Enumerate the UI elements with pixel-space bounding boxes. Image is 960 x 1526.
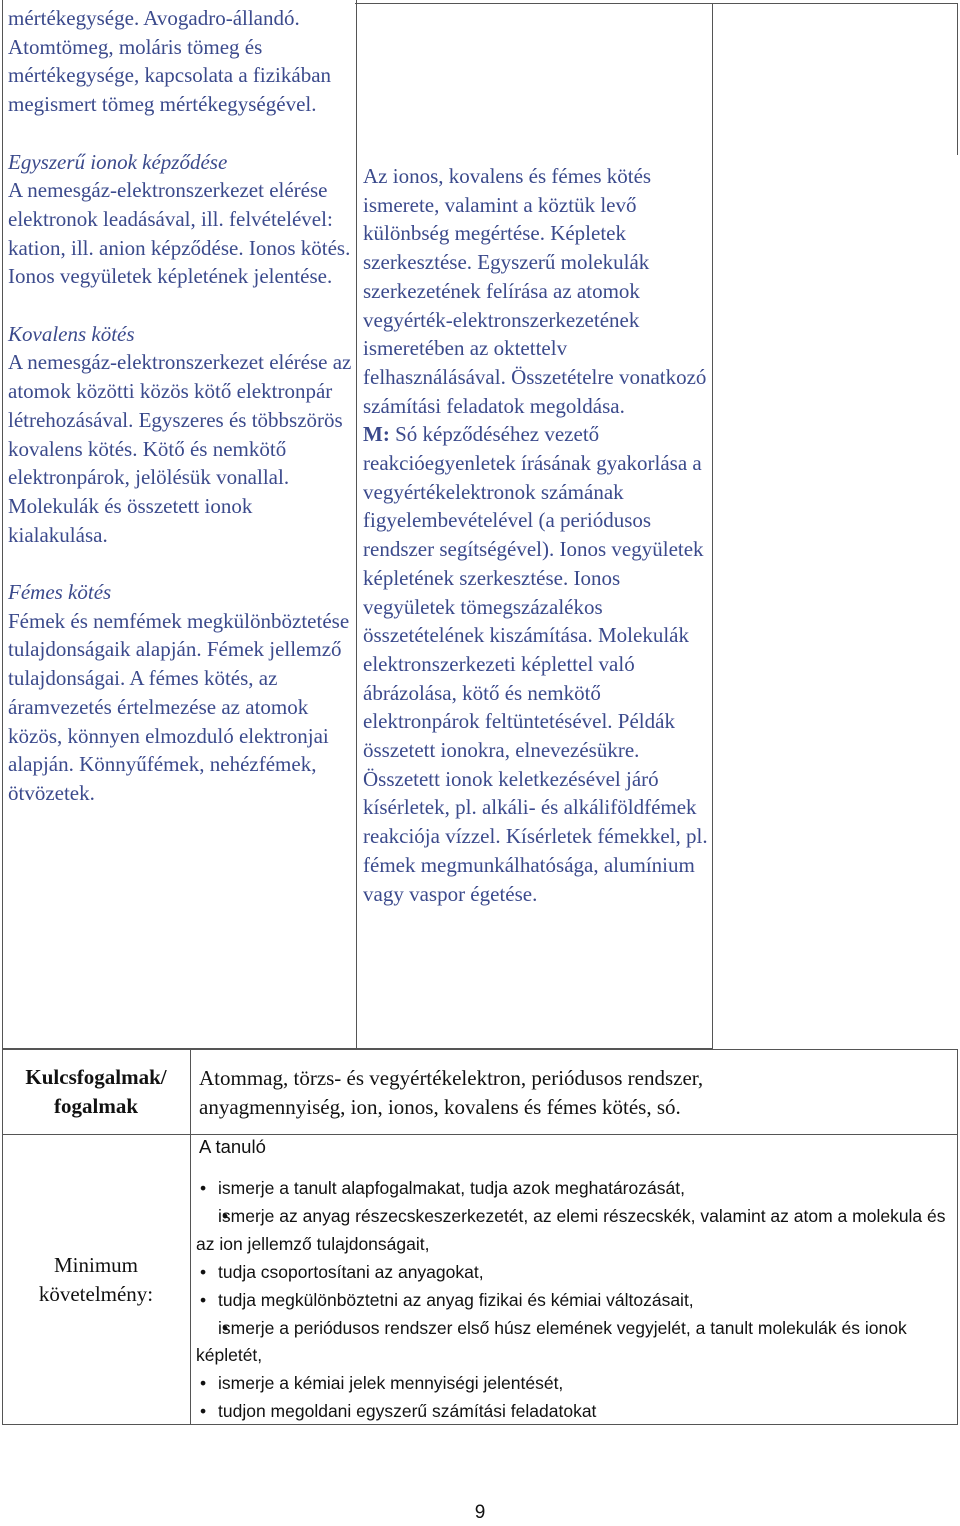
top-left-content xyxy=(8,4,353,808)
minimum-item-1: • ismerje a tanult alapfogalmakat, tudja azok meghatározását, xyxy=(196,1175,956,1203)
section-heading-kovalens: Kovalens kötés xyxy=(8,321,135,346)
section-body-ionok: A nemesgáz-elektronszerkezet elérése elektronok leadásával, ill. felvételével: kation, ill. anion képződése. Ionos kötés. Ionos vegyületek képletének jelentése. xyxy=(8,178,351,289)
minimum-intro: A tanuló xyxy=(199,1136,266,1157)
top-right-cell xyxy=(711,3,958,155)
minimum-item-4: • tudja megkülönböztetni az anyag fizikai és kémiai változásait, xyxy=(196,1287,956,1315)
top-middle-content xyxy=(363,162,709,908)
minimum-item-2: • ismerje az anyag részecskeszerkezetét, az elemi részecskék, valamint az atom a molekula és az ion jellemző tulajdonságait, xyxy=(196,1203,956,1259)
minimum-label-line1: Minimum xyxy=(53,1253,138,1277)
section-body-kovalens: A nemesgáz-elektronszerkezet elérése az atomok közötti közös kötő elektronpár létrehozásával. Egyszeres és többszörös kovalens kötés. Kötő és nemkötő elektronpárok, jelölésük vonallal. Molekulák és összetett ionok kialakulása. xyxy=(8,350,352,547)
section-heading-ionok: Egyszerű ionok képződése xyxy=(8,149,228,174)
minimum-item-5: • ismerje a periódusos rendszer első húsz elemének vegyjelét, a tanult molekulák és ionok képletét, xyxy=(196,1315,956,1371)
bottom-table-divider-vertical xyxy=(190,1049,192,1425)
m-label: M: xyxy=(363,422,390,447)
kulcsfogalmak-label-line2: fogalmak xyxy=(54,1094,138,1118)
m-text: Só képződéséhez vezető reakcióegyenletek írásának gyakorlása a vegyértékelektronok számának figyelembevételével (a periódusos rendszer segítségével). Ionos vegyületek képletének szerkesztése. Ionos vegyületek tömegszázalékos összetételének kiszámítása. Molekulák elektronszerkezeti képlettel való ábrázolása, kötő és nemkötő elektronpárok feltüntetésével. Példák összetett ionokra, elnevezésükre. Összetett ionok keletkezésével járó kísérletek, pl. alkáli- és alkáliföldfémek reakciója vízzel. Kísérletek fémekkel, pl. fémek megmunkálhatósága, alumínium vagy vaspor égetése. xyxy=(363,422,708,906)
bottom-table-divider-horizontal xyxy=(2,1134,958,1136)
kulcsfogalmak-label xyxy=(4,1063,188,1121)
minimum-list xyxy=(196,1175,956,1426)
block-avogadro: mértékegysége. Avogadro-állandó. Atomtömeg, moláris tömeg és mértékegysége, kapcsolata a fizikában megismert tömeg mértékegységével. xyxy=(8,6,332,117)
section-heading-femes: Fémes kötés xyxy=(8,580,112,605)
middle-paragraph-1: Az ionos, kovalens és fémes kötés ismerete, valamint a köztük levő különbség megértése. Képletek szerkesztése. Egyszerű molekulák szerkezetének felírása az atomok vegyérték-elektronszerkezetének ismeretében az oktettelv felhasználásával. Összetételre vonatkozó számítási feladatok megoldása. xyxy=(363,164,707,418)
section-body-femes: Fémek és nemfémek megkülönböztetése tulajdonságaik alapján. Fémek jellemző tulajdonságai. A fémes kötés, az áramvezetés értelmezése az atomok közös, könnyen elmozduló elektronjai alapján. Könnyűfémek, nehézfémek, ötvözetek. xyxy=(8,608,350,805)
minimum-item-7: • tudjon megoldani egyszerű számítási feladatokat xyxy=(196,1398,956,1426)
minimum-label xyxy=(4,1251,188,1309)
minimum-label-line2: követelmény: xyxy=(38,1282,154,1306)
middle-paragraph-m xyxy=(363,420,709,908)
minimum-item-6: • ismerje a kémiai jelek mennyiségi jelentését, xyxy=(196,1370,956,1398)
page-number: 9 xyxy=(474,1502,486,1523)
kulcsfogalmak-label-line1: Kulcsfogalmak/ xyxy=(25,1065,167,1089)
kulcsfogalmak-text: Atommag, törzs- és vegyértékelektron, periódusos rendszer, anyagmennyiség, ion, ionos, kovalens és fémes kötés, só. xyxy=(199,1066,704,1119)
minimum-item-3: • tudja csoportosítani az anyagokat, xyxy=(196,1259,956,1287)
